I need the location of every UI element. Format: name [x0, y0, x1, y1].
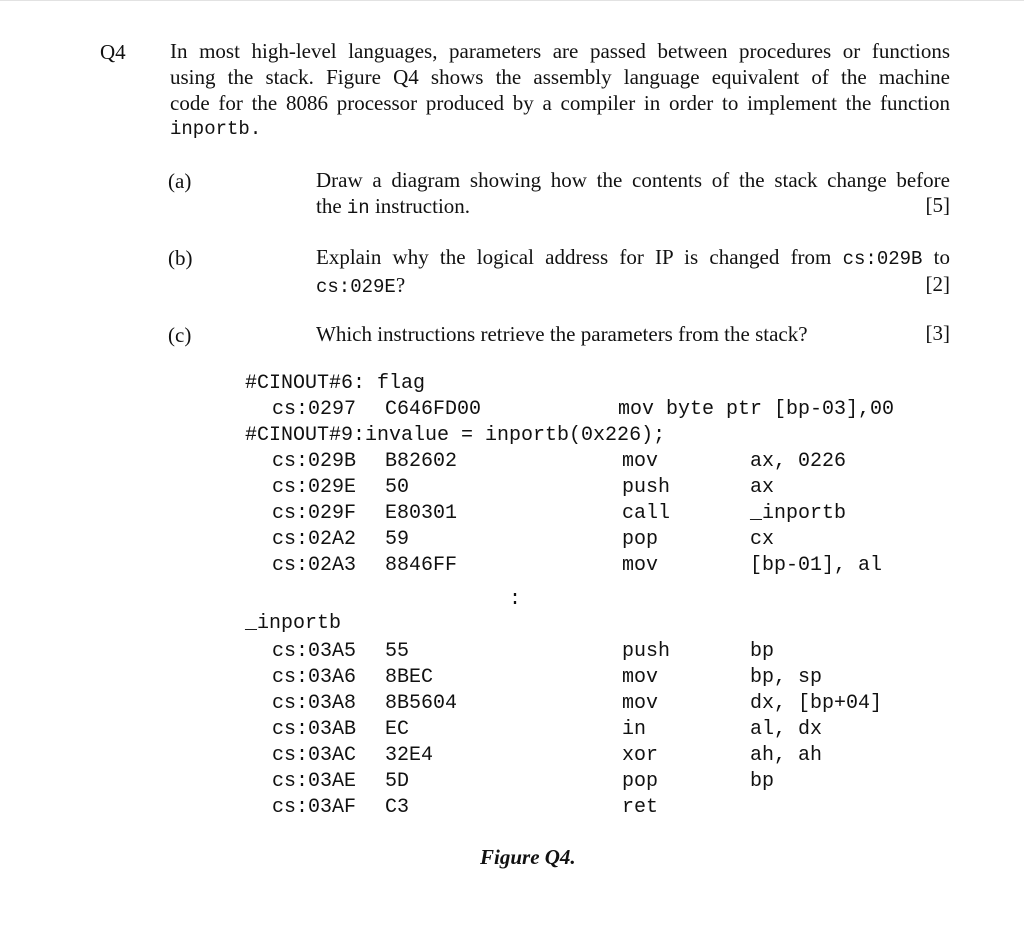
question-intro	[170, 38, 950, 142]
block2-address: cs:03AF	[272, 796, 357, 819]
listing-label-inportb: _inportb	[245, 612, 342, 635]
block2-op: mov	[622, 666, 659, 689]
block1-code: 8846FF	[385, 554, 458, 577]
block1-code: E80301	[385, 502, 458, 525]
block2-args: ah, ah	[750, 744, 823, 767]
inline-code-in: in	[346, 197, 370, 219]
listing-flag-instruction: mov byte ptr [bp-03],00	[618, 398, 895, 421]
block1-address: cs:029B	[272, 450, 357, 473]
block2-code: 32E4	[385, 744, 434, 767]
block1-args: _inportb	[750, 502, 847, 525]
block1-op: pop	[622, 528, 659, 551]
intro-line-3: code for the 8086 processor produced by a compiler in order to implement the function	[170, 91, 950, 115]
block1-code: B82602	[385, 450, 458, 473]
block2-op: mov	[622, 692, 659, 715]
part-b-marks: [2]	[925, 272, 950, 296]
part-c-line-1: Which instructions retrieve the parameters from the stack?	[316, 322, 808, 346]
block2-op: ret	[622, 796, 659, 819]
listing-header-invalue: #CINOUT#9:invalue = inportb(0x226);	[245, 424, 666, 447]
block2-code: 8B5604	[385, 692, 458, 715]
part-b-text	[316, 244, 950, 300]
block2-args: bp	[750, 640, 775, 663]
part-b-label: (b)	[168, 246, 193, 270]
part-c-marks: [3]	[925, 321, 950, 345]
part-c-text	[316, 321, 950, 347]
block1-address: cs:029F	[272, 502, 357, 525]
block1-args: ax, 0226	[750, 450, 847, 473]
intro-function-name: inportb.	[170, 118, 262, 140]
block2-code: EC	[385, 718, 410, 741]
listing-header-flag: #CINOUT#6: flag	[245, 372, 426, 395]
block2-args: dx, [bp+04]	[750, 692, 883, 715]
listing-flag-address: cs:0297	[272, 398, 357, 421]
block2-address: cs:03AC	[272, 744, 357, 767]
block2-op: xor	[622, 744, 659, 767]
intro-line-2: using the stack. Figure Q4 shows the assembly language equivalent of the machine	[170, 65, 950, 89]
block1-op: push	[622, 476, 671, 499]
block1-args: cx	[750, 528, 775, 551]
block2-args: bp, sp	[750, 666, 823, 689]
block2-code: 55	[385, 640, 410, 663]
block1-args: [bp-01], al	[750, 554, 883, 577]
intro-line-1: In most high-level languages, parameters are passed between procedures or functions	[170, 39, 950, 63]
inline-code-029e: cs:029E	[316, 276, 396, 298]
block1-args: ax	[750, 476, 775, 499]
part-b-line-2: cs:029E?	[316, 273, 406, 298]
block1-address: cs:02A2	[272, 528, 357, 551]
block2-args: bp	[750, 770, 775, 793]
block2-code: 8BEC	[385, 666, 434, 689]
part-b-line-1: Explain why the logical address for IP is changed from cs:029B to	[316, 245, 950, 270]
listing-ellipsis: :	[509, 588, 522, 611]
block2-op: in	[622, 718, 647, 741]
block2-code: C3	[385, 796, 410, 819]
part-a-line-2: the in instruction.	[316, 194, 471, 219]
block2-args: al, dx	[750, 718, 823, 741]
block1-op: call	[622, 502, 671, 525]
part-c-label: (c)	[168, 323, 192, 347]
block1-op: mov	[622, 450, 659, 473]
part-a-marks: [5]	[925, 193, 950, 217]
part-a-label: (a)	[168, 169, 192, 193]
block2-address: cs:03A8	[272, 692, 357, 715]
block2-op: push	[622, 640, 671, 663]
block2-address: cs:03AB	[272, 718, 357, 741]
part-a-text	[316, 167, 950, 221]
block2-address: cs:03A6	[272, 666, 357, 689]
question-number: Q4	[100, 40, 126, 64]
block1-code: 59	[385, 528, 410, 551]
part-a-line-1: Draw a diagram showing how the contents of the stack change before	[316, 168, 950, 192]
block1-code: 50	[385, 476, 410, 499]
block2-address: cs:03A5	[272, 640, 357, 663]
figure-caption: Figure Q4.	[480, 845, 576, 869]
inline-code-029b: cs:029B	[842, 248, 923, 270]
block1-address: cs:029E	[272, 476, 357, 499]
block2-address: cs:03AE	[272, 770, 357, 793]
block2-op: pop	[622, 770, 659, 793]
page-top-border	[0, 0, 1024, 1]
block2-code: 5D	[385, 770, 410, 793]
block1-address: cs:02A3	[272, 554, 357, 577]
listing-flag-code: C646FD00	[385, 398, 482, 421]
block1-op: mov	[622, 554, 659, 577]
